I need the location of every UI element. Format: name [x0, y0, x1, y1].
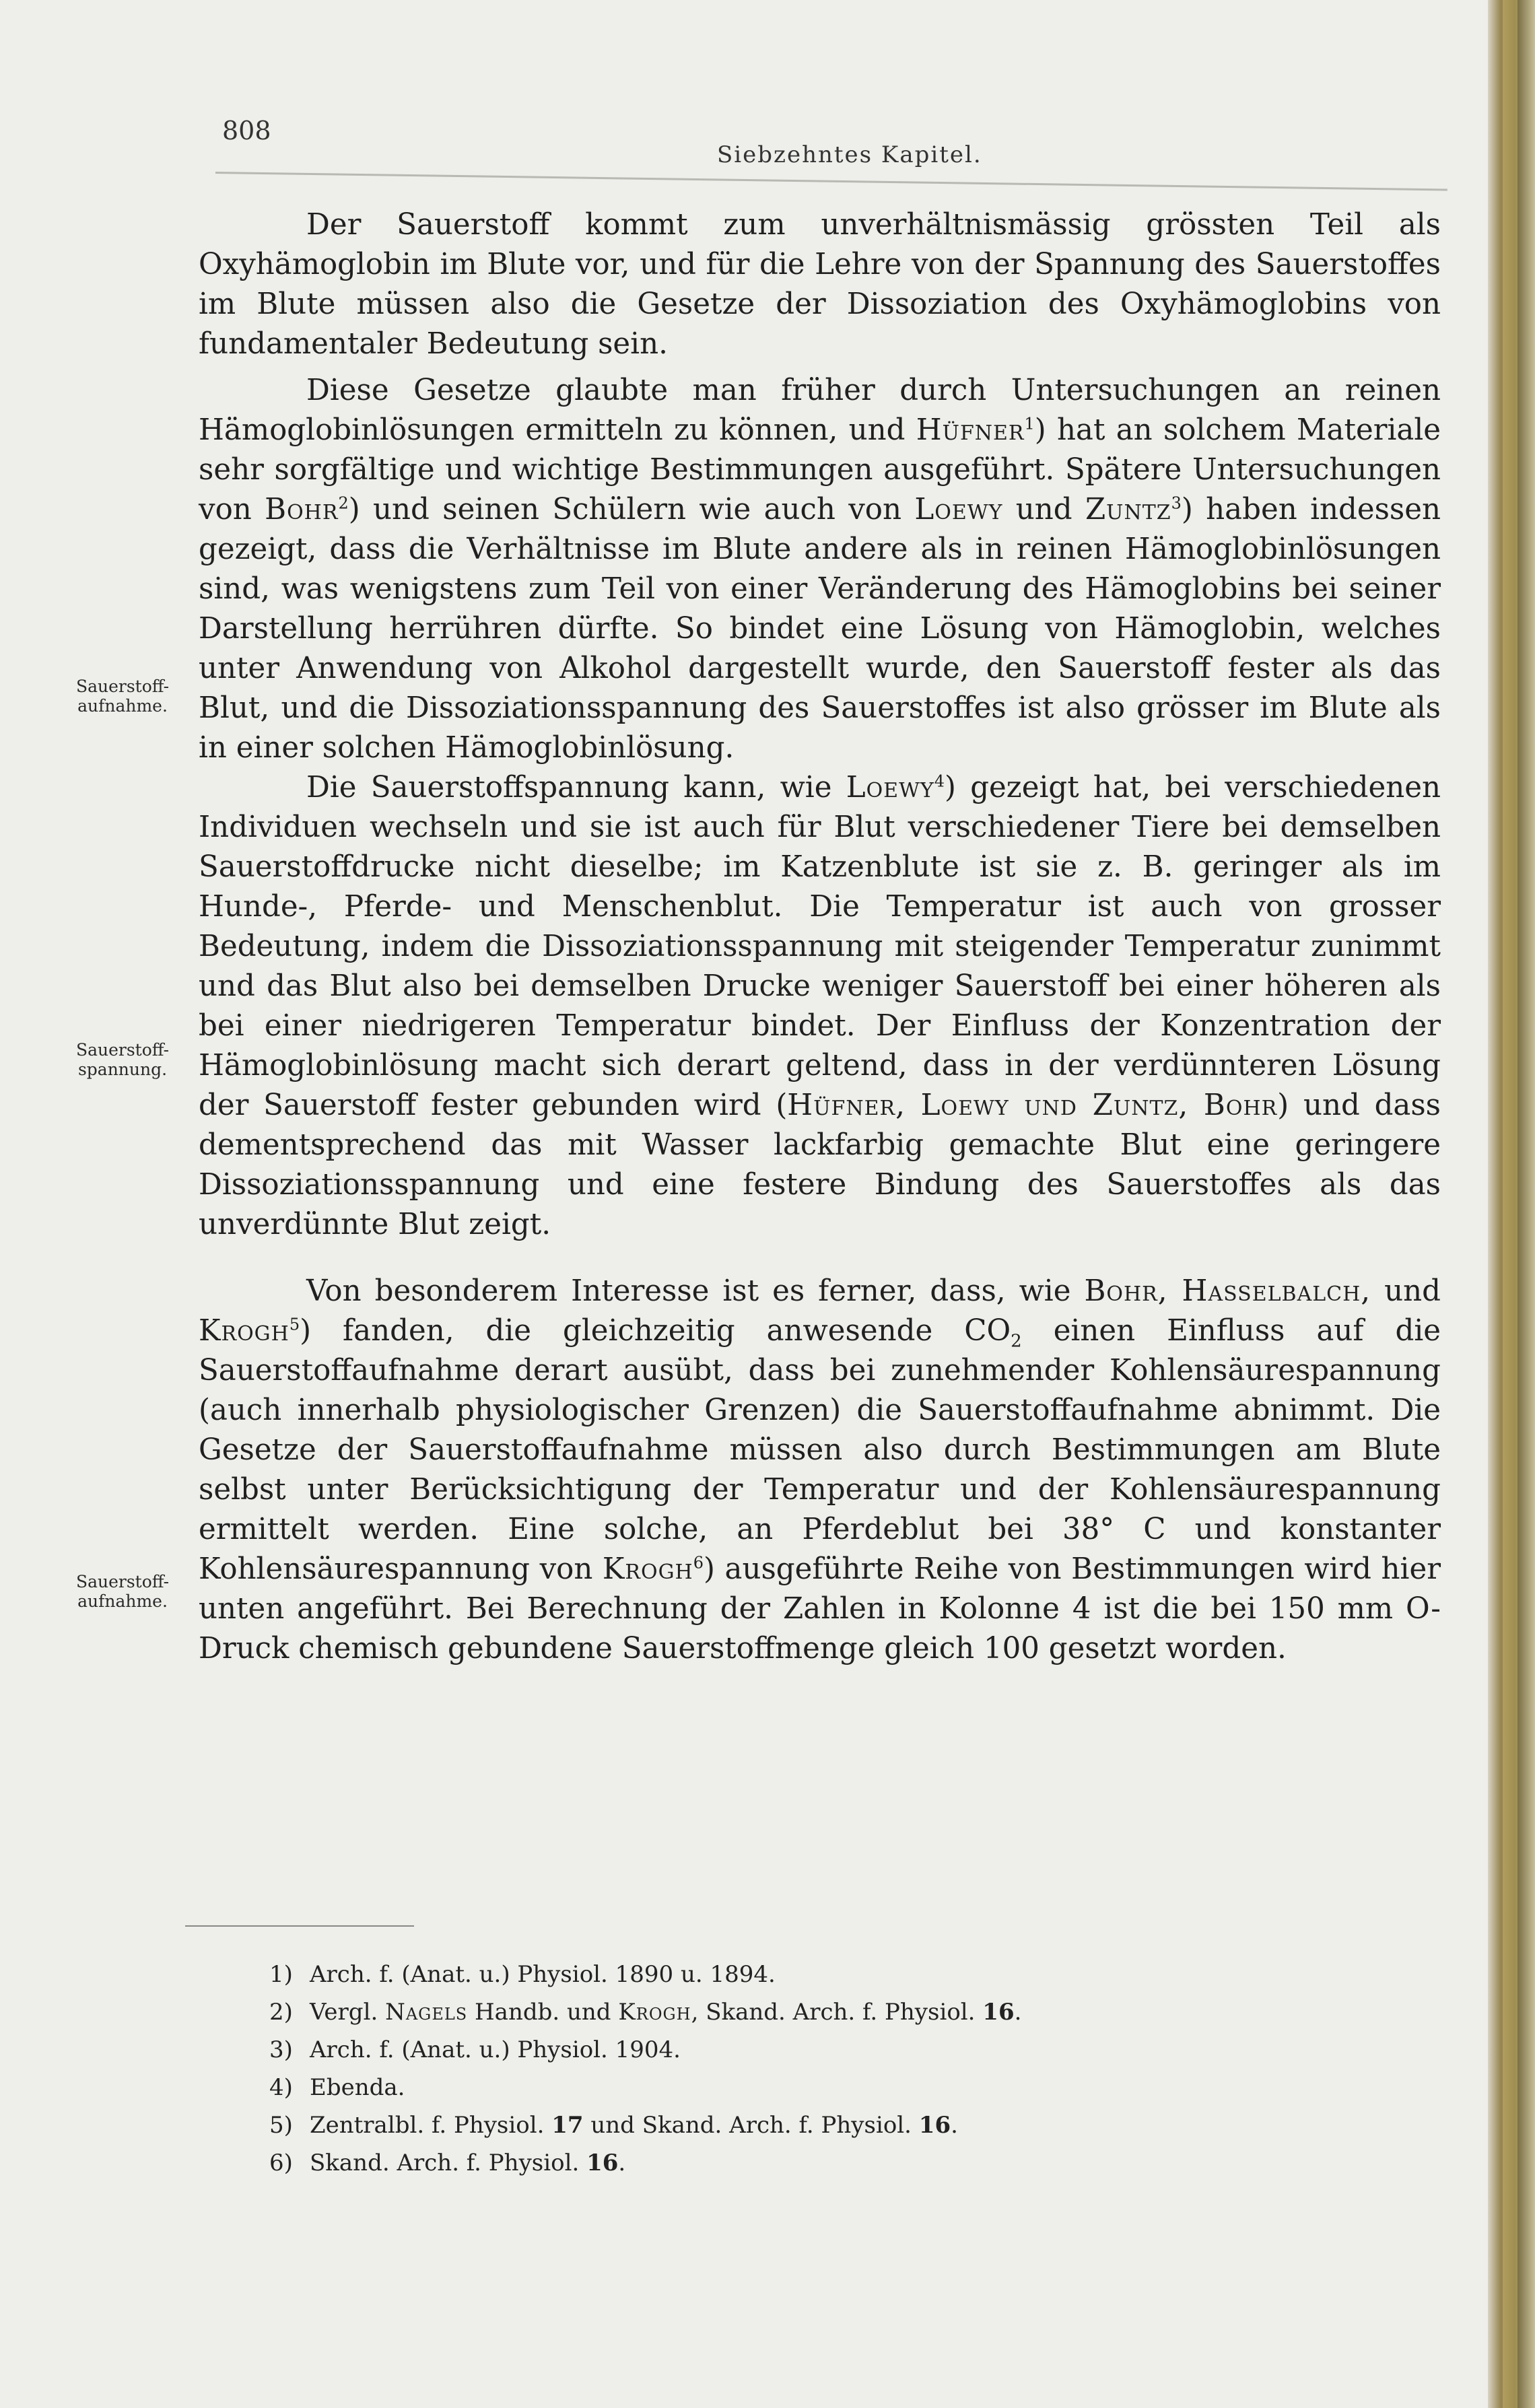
- margin-note-text: Sauerstoff- aufnahme.: [75, 677, 170, 716]
- footnote-number: 4): [269, 2074, 293, 2101]
- paragraph-1: Der Sauerstoff kommt zum unverhältnismässig grössten Teil als Oxyhämoglobin im Blute vor, und für die Lehre von der Spannung des Sauerstoffes im Blute müssen also die Gesetze der Dissoziation des Oxyhämoglobins von fundamentaler Bedeutung sein.: [199, 208, 1441, 361]
- footnote-rule: [185, 1925, 414, 1927]
- paragraph-2: Diese Gesetze glaubte man früher durch Untersuchungen an reinen Hämoglobinlösungen ermitteln zu können, und Hüfner$^1$) hat an solchem Materiale sehr sorgfältige und wichtige Bestimmungen ausgeführt. Spätere Untersuchungen von Bohr$^2$) und seinen Schülern wie auch von Loewy und Zuntz$^3$) haben indessen gezeigt, dass die Verhältnisse im Blute andere als in reinen Hämoglobinlösungen sind, was wenigstens zum Teil von einer Veränderung des Hämoglobins bei seiner Darstellung herrühren dürfte. So bindet eine Lösung von Hämoglobin, welches unter Anwendung von Alkohol dargestellt wurde, den Sauerstoff fester als das Blut, und die Dissoziationsspannung des Sauerstoffes ist also grösser im Blute als in einer solchen Hämoglobinlösung.: [199, 374, 1441, 765]
- margin-note-3: [48, 1572, 197, 1611]
- author-name: Hüfner: [916, 413, 1025, 447]
- main-text: [199, 205, 1441, 1669]
- footnote-ref[interactable]: 5: [289, 1315, 300, 1334]
- author-names: Hüfner, Loewy und Zuntz, Bohr: [787, 1089, 1278, 1122]
- footnote-4: 4) Ebenda.: [269, 2069, 1021, 2106]
- margin-note-1: [48, 677, 197, 716]
- page-edge-binding: [1503, 0, 1517, 2408]
- author-name: Loewy: [914, 493, 1003, 526]
- author-name: Bohr: [265, 493, 339, 526]
- paragraph-4: Von besonderem Interesse ist es ferner, dass, wie Bohr, Hasselbalch, und Krogh$^5$) fanden, die gleichzeitig anwesende $CO_2$ einen Einfluss auf die Sauerstoffaufnahme derart ausübt, dass bei zunehmender Kohlensäurespannung (auch innerhalb physiologischer Grenzen) die Sauerstoffaufnahme abnimmt. Die Gesetze der Sauerstoffaufnahme müssen also durch Bestimmungen am Blute selbst unter Berücksichtigung der Temperatur und der Kohlensäurespannung ermittelt werden. Eine solche, an Pferdeblut bei 38° C und konstanter Kohlensäurespannung von Krogh$^6$) ausgeführte Reihe von Bestimmungen wird hier unten angeführt. Bei Berechnung der Zahlen in Kolonne 4 ist die bei 150 mm O-Druck chemisch gebundene Sauerstoffmenge gleich 100 gesetzt worden.: [199, 1274, 1441, 1665]
- margin-note-2: [48, 1040, 197, 1079]
- footnote-ref[interactable]: 2: [338, 493, 349, 513]
- running-title: Siebzehntes Kapitel.: [717, 141, 982, 168]
- author-name: Krogh: [602, 1552, 693, 1586]
- author-name: Zuntz: [1085, 493, 1171, 526]
- footnote-5: 5) Zentralbl. f. Physiol. 17 und Skand. Arch. f. Physiol. 16.: [269, 2106, 1021, 2144]
- footnote-1: 1) Arch. f. (Anat. u.) Physiol. 1890 u. 1894.: [269, 1956, 1021, 1993]
- subscript: 2: [1011, 1331, 1022, 1352]
- footnote-2: 2) Vergl. Nagels Handb. und Krogh, Skand. Arch. f. Physiol. 16.: [269, 1993, 1021, 2031]
- footnote-ref[interactable]: 4: [934, 771, 945, 791]
- footnote-number: 1): [269, 1961, 293, 1988]
- footnote-number: 5): [269, 2112, 293, 2139]
- footnote-3: 3) Arch. f. (Anat. u.) Physiol. 1904.: [269, 2031, 1021, 2069]
- footnote-6: 6) Skand. Arch. f. Physiol. 16.: [269, 2144, 1021, 2182]
- footnote-ref[interactable]: 3: [1171, 493, 1182, 513]
- author-names: Bohr, Hasselbalch,: [1084, 1274, 1371, 1308]
- footnote-ref[interactable]: 6: [693, 1553, 704, 1573]
- footnote-number: 3): [269, 2036, 293, 2063]
- margin-note-text: Sauerstoff- aufnahme.: [75, 1572, 170, 1611]
- paragraph-3: Die Sauerstoffspannung kann, wie Loewy$^4$) gezeigt hat, bei verschiedenen Individuen wechseln und sie ist auch für Blut verschiedener Tiere bei demselben Sauerstoffdrucke nicht dieselbe; im Katzenblute ist sie z. B. geringer als im Hunde-, Pferde- und Menschenblut. Die Temperatur ist auch von grosser Bedeutung, indem die Dissoziationsspannung mit steigender Temperatur zunimmt und das Blut also bei demselben Drucke weniger Sauerstoff bei einer höheren als bei einer niedrigeren Temperatur bindet. Der Einfluss der Konzentration der Hämoglobinlösung macht sich derart geltend, dass in der verdünnteren Lösung der Sauerstoff fester gebunden wird (Hüfner, Loewy und Zuntz, Bohr) und dass dementsprechend das mit Wasser lackfarbig gemachte Blut eine geringere Dissoziationsspannung und eine festere Bindung des Sauerstoffes als das unverdünnte Blut zeigt.: [199, 771, 1441, 1241]
- footnote-number: 2): [269, 1999, 293, 2026]
- footnote-ref[interactable]: 1: [1024, 414, 1035, 434]
- footnotes: [269, 1956, 1021, 2182]
- author-name: Loewy: [846, 771, 934, 804]
- author-name: Krogh: [199, 1314, 289, 1348]
- footnote-number: 6): [269, 2149, 293, 2176]
- page-number: 808: [222, 116, 271, 145]
- margin-note-text: Sauerstoff- spannung.: [75, 1040, 170, 1079]
